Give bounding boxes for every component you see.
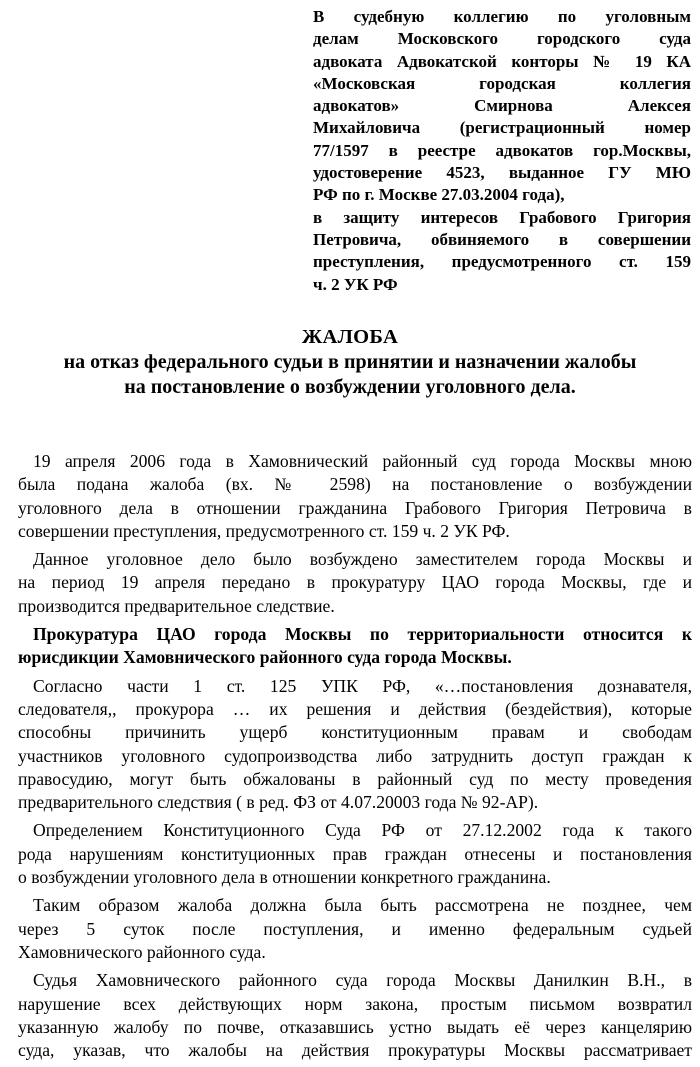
addressee-line: РФ по г. Москве 27.03.2004 года), [313, 185, 565, 205]
document-subtitle: на постановление о возбуждении уголовного дела. [124, 376, 576, 398]
addressee-line: в защиту интересов Грабового Григория [313, 207, 691, 227]
paragraph-line: Хамовнического районного суда. [18, 941, 266, 962]
addressee-line: делам Московского городского суда [313, 29, 691, 49]
paragraph-line: уголовного дела в отношении гражданина Грабового Григория Петровича в [18, 497, 692, 518]
paragraph-line: на период 19 апреля передано в прокуратуру ЦАО города Москвы, где и [18, 572, 692, 593]
paragraph-line: Данное уголовное дело было возбуждено заместителем города Москвы и [33, 549, 692, 570]
paragraph-line: Определением Конституционного Суда РФ от 27.12.2002 года к такого [33, 820, 692, 841]
body-paragraph [18, 675, 692, 815]
document-title: ЖАЛОБА [301, 326, 399, 348]
paragraph-line: способны причинить ущерб конституционным правам и свободам [18, 722, 692, 743]
paragraph-line: рода нарушениям конституционных прав граждан отнесены и постановления [18, 843, 692, 864]
addressee-line: адвоката Адвокатской конторы № 19 КА [313, 51, 691, 71]
body-paragraph-emphasis [18, 623, 692, 670]
paragraph-line: производится предварительное следствие. [18, 595, 335, 616]
paragraph-line: предварительного следствия ( в ред. ФЗ от 4.07.20003 года № 92-АР). [18, 792, 539, 813]
paragraph-line: Судья Хамовнического районного суда города Москвы Данилкин В.Н., в [33, 970, 692, 991]
paragraph-line: юрисдикции Хамовнического районного суда города Москвы. [18, 647, 512, 668]
paragraph-line: Таким образом жалоба должна была быть рассмотрена не позднее, чем [33, 895, 692, 916]
paragraph-line: о возбуждении уголовного дела в отношении конкретного гражданина. [18, 867, 551, 888]
paragraph-line: участников уголовного судопроизводства либо затруднить доступ граждан к [18, 745, 692, 766]
paragraph-line: суда, указав, что жалобы на действия прокуратуры Москвы рассматривает [18, 1040, 692, 1061]
paragraph-line: совершении преступления, предусмотренного ст. 159 ч. 2 УК РФ. [18, 520, 510, 541]
body-paragraph [18, 548, 692, 618]
body-paragraph [18, 819, 692, 889]
paragraph-line: через 5 суток после поступления, и именно федеральным судьей [18, 918, 692, 939]
addressee-line: Петровича, обвиняемого в совершении [313, 229, 691, 249]
paragraph-line: Согласно части 1 ст. 125 УПК РФ, «…постановления дознавателя, [33, 675, 692, 696]
document-title-block [0, 324, 700, 400]
body-paragraph [18, 450, 692, 543]
paragraph-line: 19 апреля 2006 года в Хамовнический районный суд города Москвы мною [33, 451, 692, 471]
paragraph-line: Прокуратура ЦАО города Москвы по территориальности относится к [33, 624, 692, 645]
addressee-line: 77/1597 в реестре адвокатов гор.Москвы, [313, 140, 691, 160]
paragraph-line: указанную жалобу по почве, отказавшись устно выдать её через канцелярию [18, 1016, 692, 1037]
body-paragraph [18, 969, 692, 1062]
paragraph-line: была подана жалоба (вх. № 2598) на постановление о возбуждении [18, 474, 692, 495]
addressee-line: ч. 2 УК РФ [313, 274, 398, 294]
addressee-line: В судебную коллегию по уголовным [313, 7, 691, 26]
paragraph-line: нарушение всех действующих норм закона, простым письмом возвратил [18, 993, 692, 1014]
document-body [18, 450, 692, 1067]
paragraph-line: правосудию, могут быть обжалованы в районный суд по месту проведения [18, 768, 692, 789]
body-paragraph [18, 894, 692, 964]
addressee-line: удостоверение 4523, выданное ГУ МЮ [313, 163, 691, 183]
addressee-line: «Московская городская коллегия [313, 73, 691, 93]
paragraph-line: следователя,, прокурора … их решения и действия (бездействия), которые [18, 698, 692, 719]
addressee-line: преступления, предусмотренного ст. 159 [313, 252, 691, 272]
document-subtitle: на отказ федерального судьи в принятии и назначении жалобы [63, 351, 637, 373]
addressee-block [313, 6, 691, 296]
addressee-line: Михайловича (регистрационный номер [313, 118, 691, 138]
addressee-line: адвокатов» Смирнова Алексея [313, 96, 691, 116]
